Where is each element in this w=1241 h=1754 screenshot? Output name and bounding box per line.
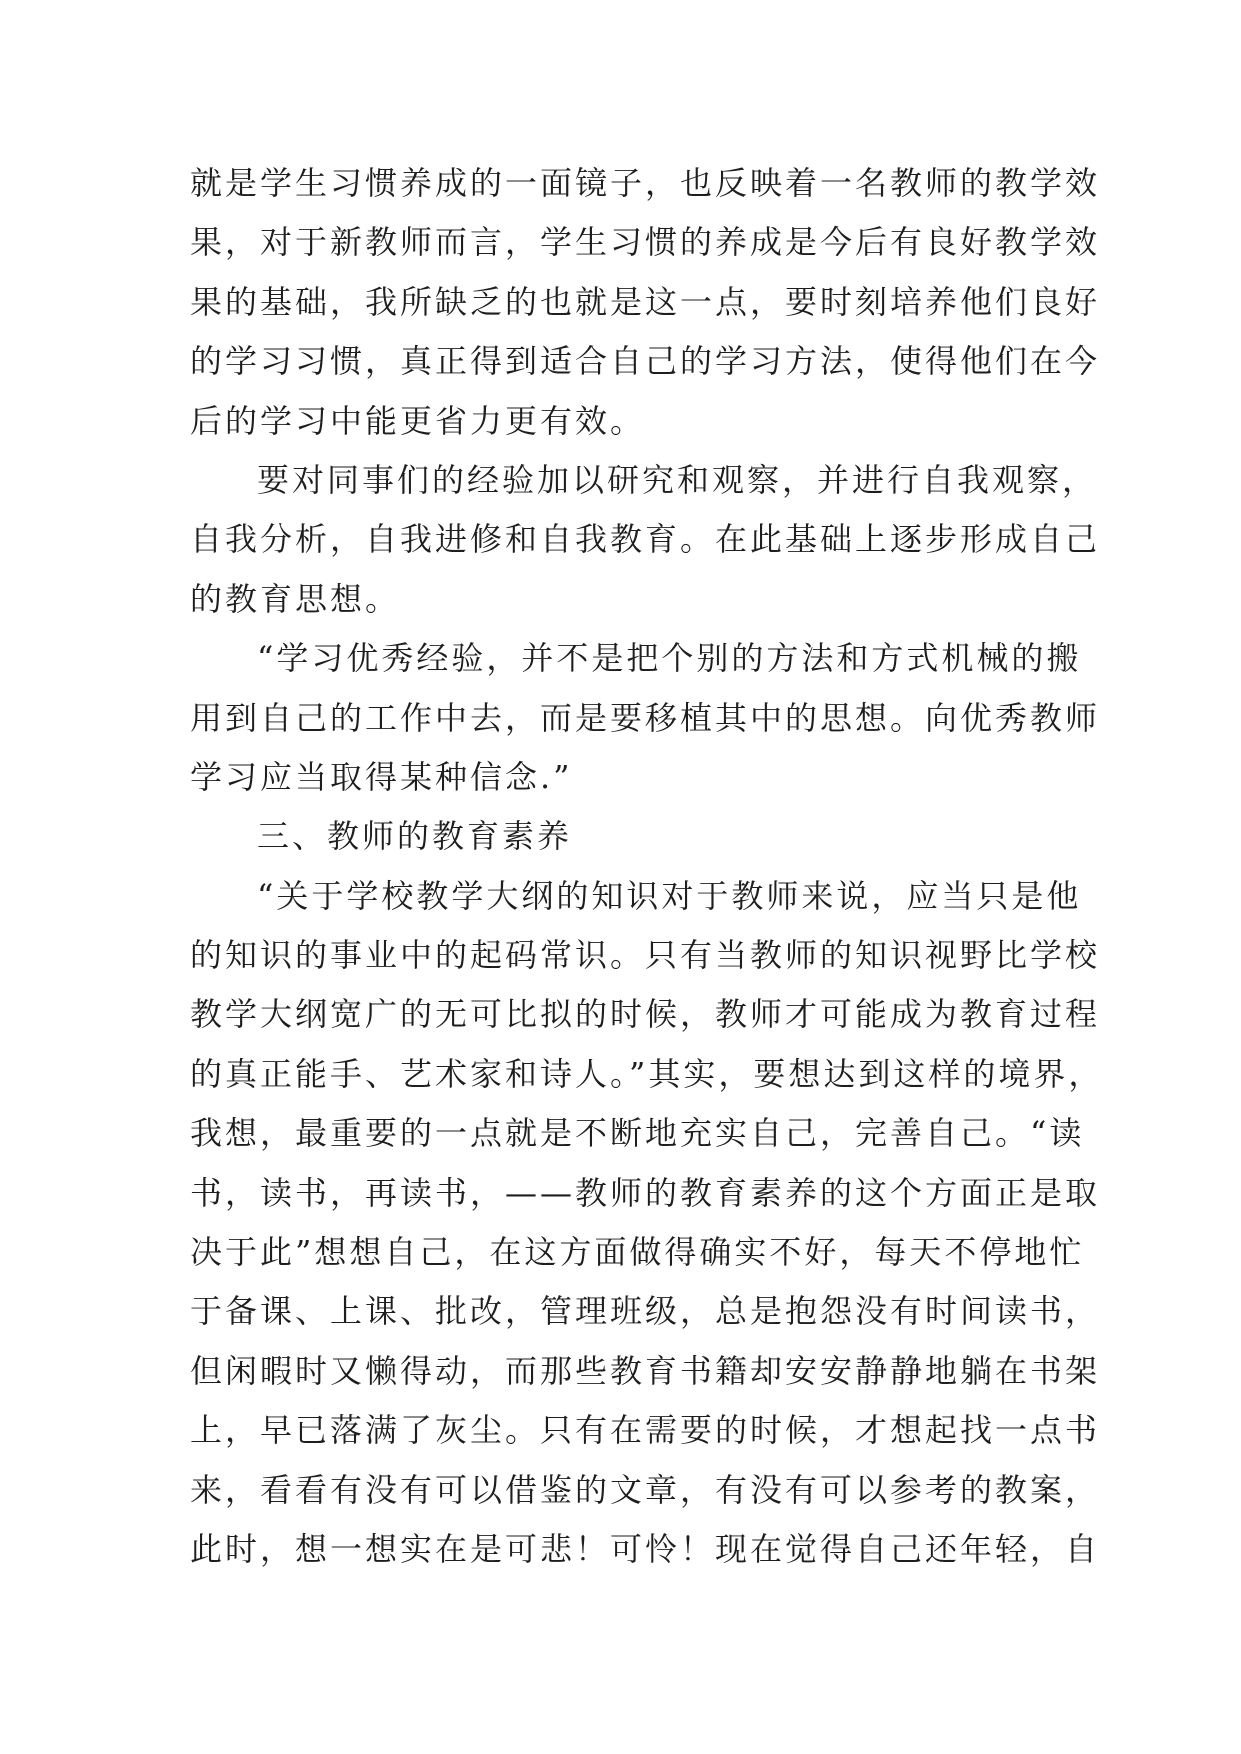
- text-line: 此时，想一想实在是可悲！可怜！现在觉得自己还年轻，自: [190, 1529, 1101, 1568]
- text-line: 的学习习惯，真正得到适合自己的学习方法，使得他们在今: [190, 342, 1101, 381]
- text-line: 就是学生习惯养成的一面镜子，也反映着一名教师的教学效: [190, 164, 1101, 202]
- text-line: 的知识的事业中的起码常识。只有当教师的知识视野比学校: [190, 936, 1101, 975]
- paragraph-first-line: “关于学校教学大纲的知识对于教师来说，应当只是他: [257, 876, 1082, 915]
- text-line: 后的学习中能更省力更有效。: [190, 401, 646, 440]
- text-line: 学习应当取得某种信念.”: [190, 757, 573, 796]
- text-line: 但闲暇时又懒得动，而那些教育书籍却安安静静地躺在书架: [190, 1351, 1101, 1390]
- paragraph-first-line: “学习优秀经验，并不是把个别的方法和方式机械的搬: [257, 639, 1082, 678]
- text-line: 书，读书，再读书，——教师的教育素养的这个方面正是取: [190, 1173, 1101, 1212]
- text-line: 教学大纲宽广的无可比拟的时候，教师才可能成为教育过程: [190, 995, 1101, 1034]
- text-line: 的真正能手、艺术家和诗人。”其实，要想达到这样的境界，: [190, 1054, 1104, 1093]
- text-line: 自我分析，自我进修和自我教育。在此基础上逐步形成自己: [190, 520, 1101, 559]
- body-text: [190, 154, 1104, 1579]
- text-line: 上，早已落满了灰尘。只有在需要的时候，才想起找一点书: [190, 1411, 1101, 1450]
- text-line: 用到自己的工作中去，而是要移植其中的思想。向优秀教师: [190, 698, 1101, 737]
- text-line: 决于此”想想自己，在这方面做得确实不好，每天不停地忙: [190, 1233, 1085, 1272]
- section-heading: 三、教师的教育素养: [257, 817, 573, 856]
- text-line: 来，看看有没有可以借鉴的文章，有没有可以参考的教案，: [190, 1470, 1101, 1509]
- text-line: 我想，最重要的一点就是不断地充实自己，完善自己。“读: [190, 1114, 1085, 1153]
- text-line: 的教育思想。: [190, 579, 401, 618]
- text-line: 于备课、上课、批改，管理班级，总是抱怨没有时间读书，: [190, 1292, 1101, 1331]
- text-line: 果，对于新教师而言，学生习惯的养成是今后有良好教学效: [190, 223, 1101, 262]
- text-line: 果的基础，我所缺乏的也就是这一点，要时刻培养他们良好: [190, 282, 1101, 321]
- paragraph-first-line: 要对同事们的经验加以研究和观察，并进行自我观察，: [257, 460, 1098, 499]
